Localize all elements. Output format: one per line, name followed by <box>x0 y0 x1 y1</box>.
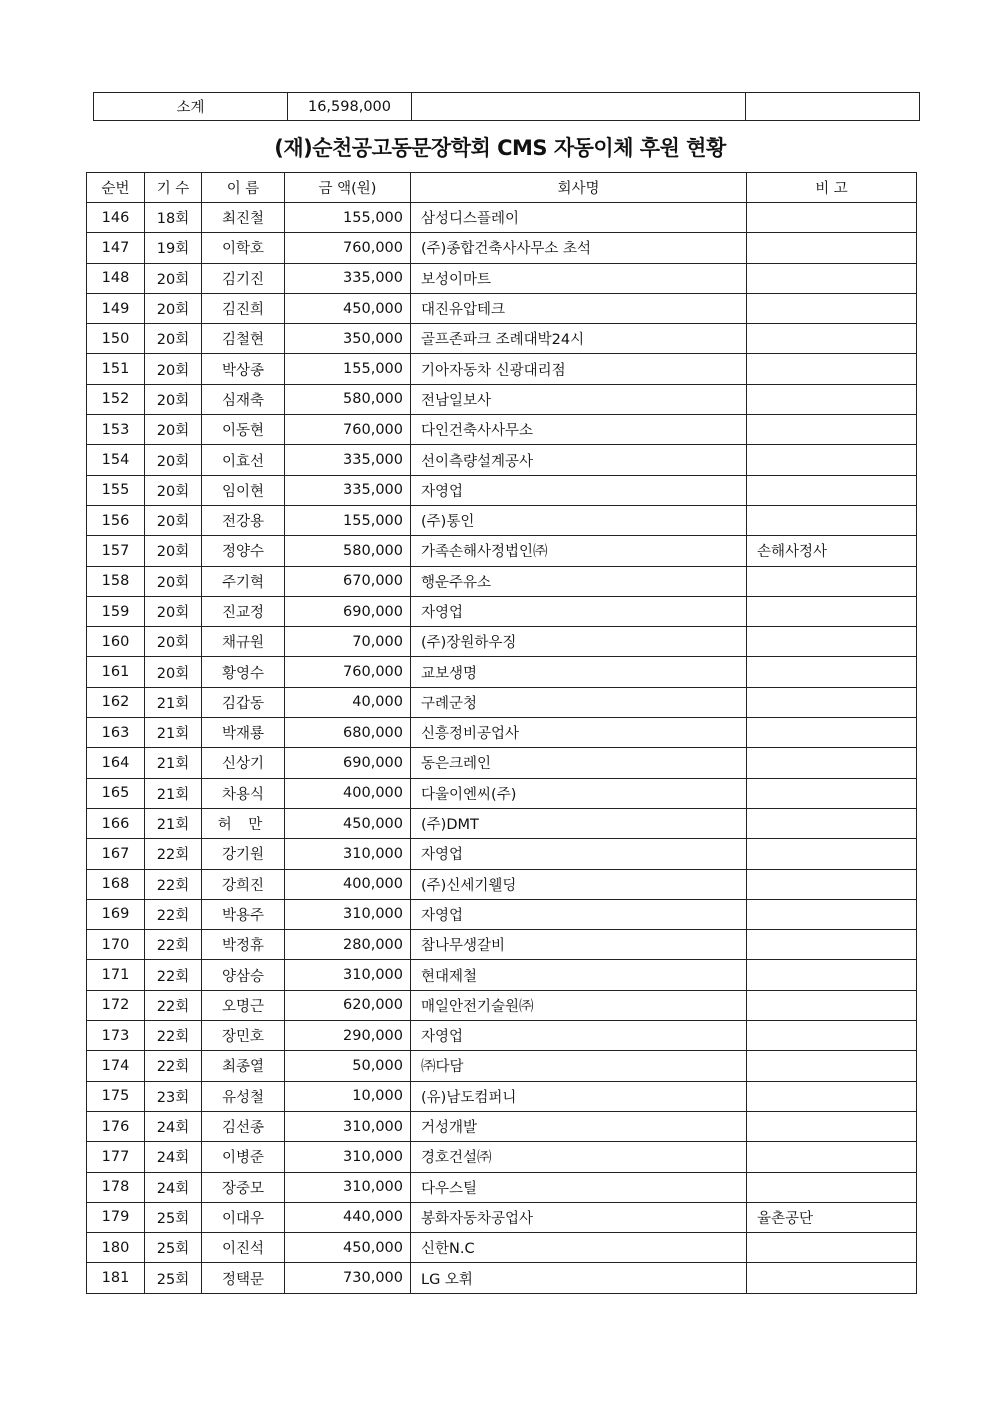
row-company: LG 오휘 <box>411 1263 747 1293</box>
row-name: 이학호 <box>202 233 285 263</box>
row-name: 이효선 <box>202 445 285 475</box>
row-term: 20회 <box>145 293 202 323</box>
row-amount: 580,000 <box>285 384 411 414</box>
row-name: 황영수 <box>202 657 285 687</box>
row-amount: 620,000 <box>285 990 411 1020</box>
row-name: 김기진 <box>202 263 285 293</box>
row-note <box>747 324 917 354</box>
row-note <box>747 384 917 414</box>
table-row <box>87 475 917 505</box>
row-note <box>747 354 917 384</box>
table-header-row <box>87 173 917 203</box>
row-term: 20회 <box>145 536 202 566</box>
row-term: 22회 <box>145 960 202 990</box>
row-number: 167 <box>87 839 145 869</box>
row-company: 다우스틸 <box>411 1172 747 1202</box>
row-term: 22회 <box>145 839 202 869</box>
row-name: 김선종 <box>202 1111 285 1141</box>
row-number: 176 <box>87 1111 145 1141</box>
row-term: 25회 <box>145 1202 202 1232</box>
row-amount: 50,000 <box>285 1051 411 1081</box>
table-row <box>87 1111 917 1141</box>
table-row <box>87 505 917 535</box>
row-note <box>747 1142 917 1172</box>
row-name: 주기혁 <box>202 566 285 596</box>
row-company: 다인건축사사무소 <box>411 415 747 445</box>
row-note <box>747 293 917 323</box>
row-note <box>747 657 917 687</box>
row-term: 20회 <box>145 384 202 414</box>
row-number: 148 <box>87 263 145 293</box>
row-company: (주)신세기웰딩 <box>411 869 747 899</box>
row-name: 장중모 <box>202 1172 285 1202</box>
row-term: 22회 <box>145 1021 202 1051</box>
table-row <box>87 899 917 929</box>
row-number: 168 <box>87 869 145 899</box>
row-company: (주)DMT <box>411 808 747 838</box>
table-row <box>87 687 917 717</box>
row-company: 보성이마트 <box>411 263 747 293</box>
row-company: 골프존파크 조례대박24시 <box>411 324 747 354</box>
row-number: 163 <box>87 718 145 748</box>
row-note <box>747 1081 917 1111</box>
row-term: 21회 <box>145 748 202 778</box>
row-number: 155 <box>87 475 145 505</box>
table-row <box>87 657 917 687</box>
row-term: 20회 <box>145 324 202 354</box>
table-row <box>87 1172 917 1202</box>
row-name: 강기원 <box>202 839 285 869</box>
table-row <box>87 1051 917 1081</box>
row-term: 24회 <box>145 1172 202 1202</box>
row-number: 161 <box>87 657 145 687</box>
row-company: 구례군청 <box>411 687 747 717</box>
row-number: 174 <box>87 1051 145 1081</box>
row-amount: 335,000 <box>285 445 411 475</box>
subtotal-company-cell <box>412 93 746 121</box>
row-note <box>747 1233 917 1263</box>
row-amount: 310,000 <box>285 1111 411 1141</box>
row-name: 양삼승 <box>202 960 285 990</box>
header-name: 이 름 <box>202 173 285 203</box>
row-number: 178 <box>87 1172 145 1202</box>
row-note <box>747 1021 917 1051</box>
row-number: 162 <box>87 687 145 717</box>
row-term: 20회 <box>145 627 202 657</box>
donor-table-body <box>87 203 917 1294</box>
row-amount: 400,000 <box>285 869 411 899</box>
row-company: 교보생명 <box>411 657 747 687</box>
table-row <box>87 596 917 626</box>
row-term: 18회 <box>145 203 202 233</box>
table-row <box>87 1263 917 1293</box>
row-name: 정양수 <box>202 536 285 566</box>
row-number: 146 <box>87 203 145 233</box>
row-term: 20회 <box>145 415 202 445</box>
table-row <box>87 839 917 869</box>
row-number: 166 <box>87 808 145 838</box>
table-row <box>87 566 917 596</box>
row-note <box>747 1263 917 1293</box>
row-company: 참나무생갈비 <box>411 930 747 960</box>
row-company: (유)남도컴퍼니 <box>411 1081 747 1111</box>
row-amount: 400,000 <box>285 778 411 808</box>
row-term: 20회 <box>145 566 202 596</box>
row-name: 임이현 <box>202 475 285 505</box>
row-term: 24회 <box>145 1142 202 1172</box>
row-name: 박재룡 <box>202 718 285 748</box>
row-amount: 350,000 <box>285 324 411 354</box>
row-number: 179 <box>87 1202 145 1232</box>
row-name: 박정휴 <box>202 930 285 960</box>
table-row <box>87 445 917 475</box>
row-name: 강희진 <box>202 869 285 899</box>
donor-table <box>86 172 917 1294</box>
row-note <box>747 233 917 263</box>
row-term: 21회 <box>145 808 202 838</box>
row-company: 자영업 <box>411 839 747 869</box>
row-name: 박용주 <box>202 899 285 929</box>
row-number: 159 <box>87 596 145 626</box>
row-name: 진교정 <box>202 596 285 626</box>
row-amount: 670,000 <box>285 566 411 596</box>
row-note <box>747 930 917 960</box>
row-name: 차용식 <box>202 778 285 808</box>
row-number: 149 <box>87 293 145 323</box>
row-company: 매일안전기술원㈜ <box>411 990 747 1020</box>
row-number: 181 <box>87 1263 145 1293</box>
row-note <box>747 505 917 535</box>
row-amount: 10,000 <box>285 1081 411 1111</box>
row-name: 심재축 <box>202 384 285 414</box>
row-note <box>747 687 917 717</box>
row-name: 허 만 <box>202 808 285 838</box>
table-row <box>87 354 917 384</box>
row-name: 전강용 <box>202 505 285 535</box>
row-term: 22회 <box>145 990 202 1020</box>
row-name: 유성철 <box>202 1081 285 1111</box>
row-amount: 450,000 <box>285 808 411 838</box>
row-number: 153 <box>87 415 145 445</box>
row-term: 21회 <box>145 778 202 808</box>
row-amount: 40,000 <box>285 687 411 717</box>
row-term: 21회 <box>145 718 202 748</box>
row-number: 157 <box>87 536 145 566</box>
row-company: 가족손해사정법인㈜ <box>411 536 747 566</box>
row-note <box>747 990 917 1020</box>
row-number: 158 <box>87 566 145 596</box>
row-amount: 440,000 <box>285 1202 411 1232</box>
row-name: 오명근 <box>202 990 285 1020</box>
row-company: 삼성디스플레이 <box>411 203 747 233</box>
table-row <box>87 415 917 445</box>
row-name: 최종열 <box>202 1051 285 1081</box>
table-row <box>87 1202 917 1232</box>
row-term: 21회 <box>145 687 202 717</box>
row-company: 동은크레인 <box>411 748 747 778</box>
header-company: 회사명 <box>411 173 747 203</box>
row-company: 다울이엔씨(주) <box>411 778 747 808</box>
row-note: 손해사정사 <box>747 536 917 566</box>
row-term: 20회 <box>145 354 202 384</box>
row-amount: 680,000 <box>285 718 411 748</box>
row-note <box>747 1111 917 1141</box>
subtotal-row <box>94 93 920 121</box>
row-name: 장민호 <box>202 1021 285 1051</box>
row-term: 20회 <box>145 657 202 687</box>
table-row <box>87 1021 917 1051</box>
row-company: 자영업 <box>411 475 747 505</box>
row-company: 자영업 <box>411 596 747 626</box>
row-number: 171 <box>87 960 145 990</box>
row-name: 이대우 <box>202 1202 285 1232</box>
row-company: (주)통인 <box>411 505 747 535</box>
row-term: 20회 <box>145 505 202 535</box>
row-term: 24회 <box>145 1111 202 1141</box>
row-number: 152 <box>87 384 145 414</box>
row-amount: 310,000 <box>285 1172 411 1202</box>
row-name: 김진희 <box>202 293 285 323</box>
row-amount: 155,000 <box>285 354 411 384</box>
row-amount: 155,000 <box>285 505 411 535</box>
row-number: 170 <box>87 930 145 960</box>
row-term: 19회 <box>145 233 202 263</box>
row-name: 이진석 <box>202 1233 285 1263</box>
table-row <box>87 324 917 354</box>
row-company: 신한N.C <box>411 1233 747 1263</box>
row-amount: 690,000 <box>285 748 411 778</box>
row-term: 23회 <box>145 1081 202 1111</box>
row-amount: 335,000 <box>285 263 411 293</box>
row-note <box>747 263 917 293</box>
header-amount: 금 액(원) <box>285 173 411 203</box>
table-row <box>87 808 917 838</box>
row-note <box>747 596 917 626</box>
subtotal-amount: 16,598,000 <box>288 93 412 121</box>
subtotal-note-cell <box>746 93 920 121</box>
table-row <box>87 233 917 263</box>
row-amount: 290,000 <box>285 1021 411 1051</box>
row-term: 20회 <box>145 475 202 505</box>
table-row <box>87 384 917 414</box>
header-no: 순번 <box>87 173 145 203</box>
row-amount: 760,000 <box>285 415 411 445</box>
table-row <box>87 1142 917 1172</box>
row-company: 전남일보사 <box>411 384 747 414</box>
row-number: 160 <box>87 627 145 657</box>
row-company: (주)종합건축사사무소 초석 <box>411 233 747 263</box>
row-term: 20회 <box>145 445 202 475</box>
row-note <box>747 839 917 869</box>
row-note <box>747 778 917 808</box>
document-title: (재)순천공고동문장학회 CMS 자동이체 후원 현황 <box>274 136 726 160</box>
row-note <box>747 1172 917 1202</box>
row-amount: 335,000 <box>285 475 411 505</box>
row-note <box>747 627 917 657</box>
row-company: 기아자동차 신광대리점 <box>411 354 747 384</box>
row-number: 177 <box>87 1142 145 1172</box>
row-name: 신상기 <box>202 748 285 778</box>
table-row <box>87 203 917 233</box>
table-row <box>87 869 917 899</box>
row-number: 175 <box>87 1081 145 1111</box>
row-company: 현대제철 <box>411 960 747 990</box>
row-note: 율촌공단 <box>747 1202 917 1232</box>
row-note <box>747 899 917 929</box>
table-row <box>87 293 917 323</box>
row-name: 최진철 <box>202 203 285 233</box>
header-term: 기 수 <box>145 173 202 203</box>
row-number: 180 <box>87 1233 145 1263</box>
row-term: 20회 <box>145 263 202 293</box>
row-amount: 155,000 <box>285 203 411 233</box>
row-note <box>747 475 917 505</box>
table-row <box>87 536 917 566</box>
row-company: 자영업 <box>411 1021 747 1051</box>
row-company: 경호건설㈜ <box>411 1142 747 1172</box>
header-note: 비 고 <box>747 173 917 203</box>
row-note <box>747 203 917 233</box>
table-row <box>87 930 917 960</box>
row-number: 172 <box>87 990 145 1020</box>
row-term: 22회 <box>145 930 202 960</box>
row-term: 25회 <box>145 1263 202 1293</box>
row-note <box>747 415 917 445</box>
row-company: 봉화자동차공업사 <box>411 1202 747 1232</box>
row-number: 150 <box>87 324 145 354</box>
row-number: 165 <box>87 778 145 808</box>
row-company: 행운주유소 <box>411 566 747 596</box>
row-amount: 450,000 <box>285 293 411 323</box>
table-row <box>87 990 917 1020</box>
row-amount: 690,000 <box>285 596 411 626</box>
table-row <box>87 778 917 808</box>
row-company: (주)장원하우징 <box>411 627 747 657</box>
row-company: 신흥정비공업사 <box>411 718 747 748</box>
row-term: 22회 <box>145 899 202 929</box>
row-amount: 580,000 <box>285 536 411 566</box>
table-row <box>87 1081 917 1111</box>
row-note <box>747 808 917 838</box>
row-company: 자영업 <box>411 899 747 929</box>
row-number: 156 <box>87 505 145 535</box>
row-note <box>747 566 917 596</box>
row-amount: 760,000 <box>285 657 411 687</box>
table-row <box>87 263 917 293</box>
row-name: 김철현 <box>202 324 285 354</box>
row-note <box>747 960 917 990</box>
row-amount: 310,000 <box>285 899 411 929</box>
row-number: 164 <box>87 748 145 778</box>
row-company: ㈜다담 <box>411 1051 747 1081</box>
row-number: 173 <box>87 1021 145 1051</box>
row-note <box>747 748 917 778</box>
subtotal-label: 소계 <box>94 93 288 121</box>
row-amount: 760,000 <box>285 233 411 263</box>
subtotal-table <box>93 92 920 121</box>
row-amount: 310,000 <box>285 839 411 869</box>
row-amount: 310,000 <box>285 1142 411 1172</box>
row-amount: 730,000 <box>285 1263 411 1293</box>
row-name: 채규원 <box>202 627 285 657</box>
row-note <box>747 445 917 475</box>
table-row <box>87 748 917 778</box>
row-number: 151 <box>87 354 145 384</box>
row-name: 김갑동 <box>202 687 285 717</box>
row-term: 22회 <box>145 869 202 899</box>
row-amount: 280,000 <box>285 930 411 960</box>
row-company: 대진유압테크 <box>411 293 747 323</box>
row-note <box>747 718 917 748</box>
row-name: 이동현 <box>202 415 285 445</box>
row-term: 25회 <box>145 1233 202 1263</box>
table-row <box>87 718 917 748</box>
row-number: 147 <box>87 233 145 263</box>
row-name: 박상종 <box>202 354 285 384</box>
row-amount: 310,000 <box>285 960 411 990</box>
row-note <box>747 1051 917 1081</box>
row-term: 22회 <box>145 1051 202 1081</box>
table-row <box>87 627 917 657</box>
row-name: 정택문 <box>202 1263 285 1293</box>
row-amount: 450,000 <box>285 1233 411 1263</box>
row-company: 거성개발 <box>411 1111 747 1141</box>
table-row <box>87 1233 917 1263</box>
row-term: 20회 <box>145 596 202 626</box>
row-name: 이병준 <box>202 1142 285 1172</box>
row-company: 선이측량설계공사 <box>411 445 747 475</box>
table-row <box>87 960 917 990</box>
row-number: 169 <box>87 899 145 929</box>
row-note <box>747 869 917 899</box>
row-amount: 70,000 <box>285 627 411 657</box>
row-number: 154 <box>87 445 145 475</box>
